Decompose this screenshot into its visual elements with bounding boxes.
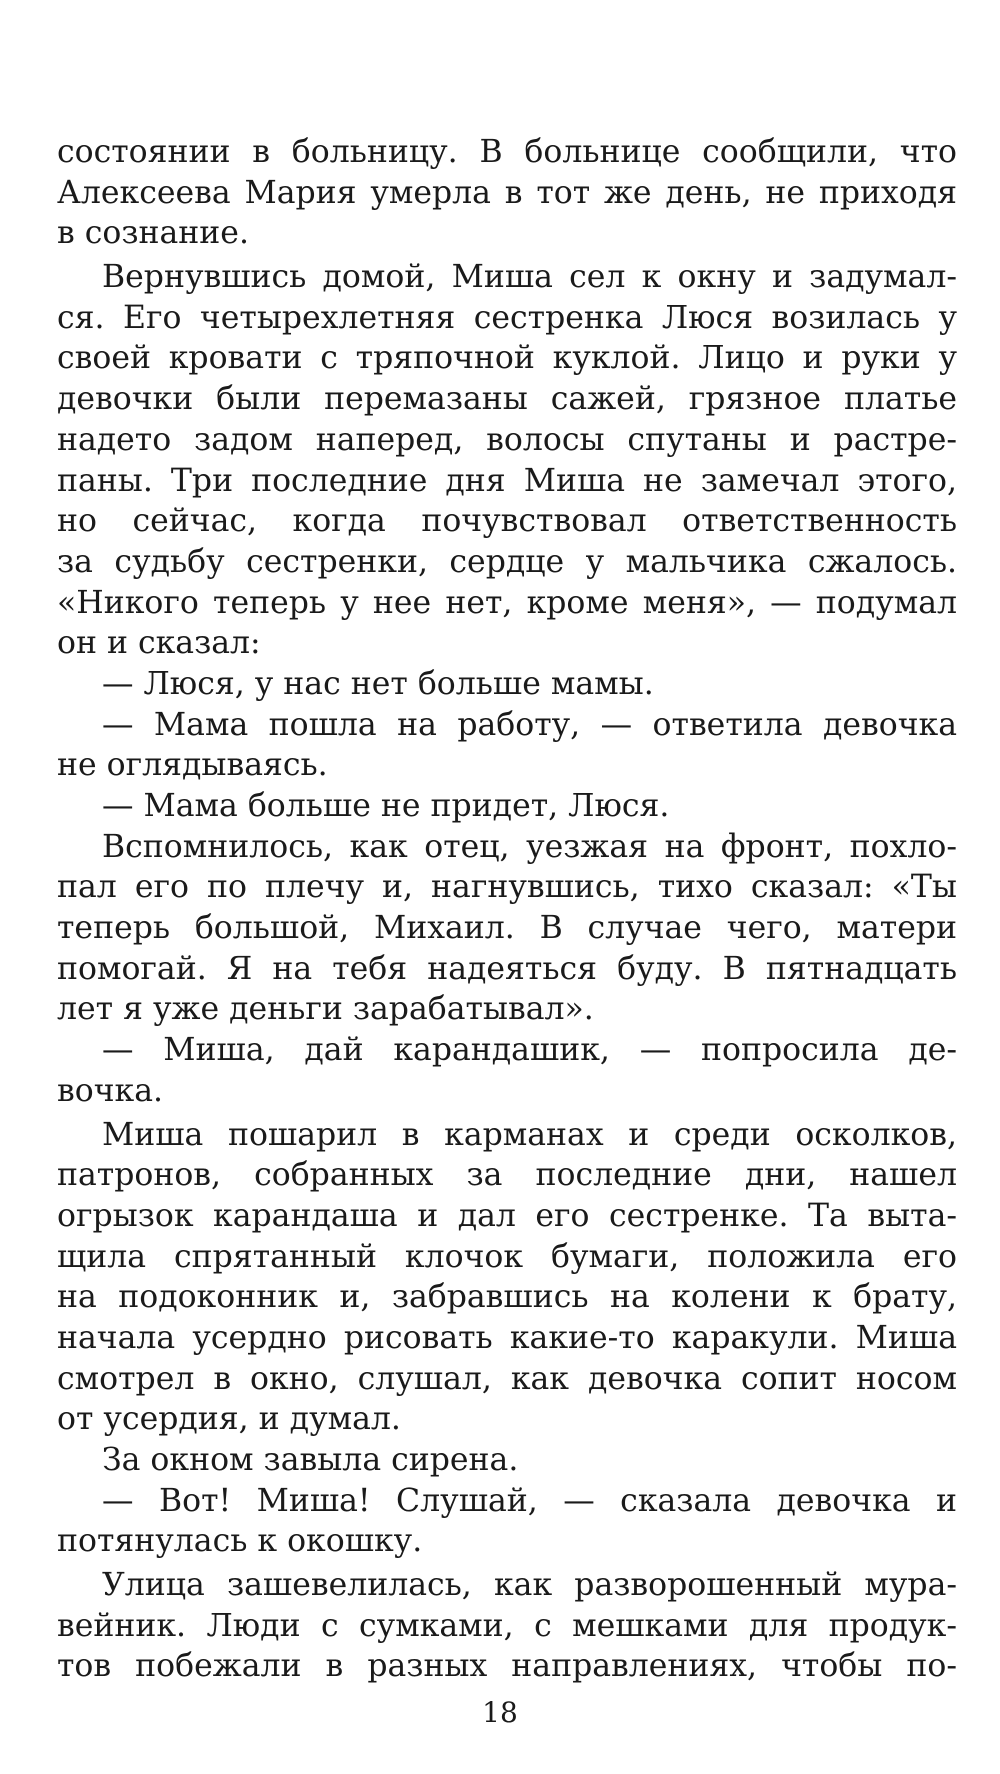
text-line: огрызок карандаша и дал его сестренке. Та выта- — [57, 1197, 957, 1234]
text-line: не оглядываясь. — [57, 747, 328, 784]
text-line: Вспомнилось, как отец, уезжая на фронт, похло- — [102, 828, 957, 865]
text-line: помогай. Я на тебя надеяться буду. В пятнадцать — [57, 950, 957, 987]
text-line: вейник. Люди с сумками, с мешками для продук- — [57, 1607, 957, 1644]
text-line: Алексеева Мария умерла в тот же день, не приходя — [57, 174, 957, 211]
text-line: начала усердно рисовать какие-то каракули. Миша — [57, 1319, 957, 1356]
text-line: — Мама больше не придет, Люся. — [102, 788, 670, 824]
text-line: потянулась к окошку. — [57, 1523, 423, 1560]
text-line: теперь большой, Михаил. В случае чего, матери — [57, 910, 957, 947]
body-text — [57, 132, 957, 1687]
text-line: состоянии в больницу. В больнице сообщили, что — [57, 134, 957, 170]
text-line: смотрел в окно, слушал, как девочка сопит носом — [57, 1360, 957, 1397]
text-line: Улица зашевелилась, как разворошенный мура- — [102, 1567, 957, 1604]
text-line: Миша пошарил в карманах и среди осколков, — [102, 1116, 957, 1153]
text-line: паны. Три последние дня Миша не замечал этого, — [57, 462, 957, 499]
text-line: — Вот! Миша! Слушай, — сказала девочка и — [102, 1482, 957, 1519]
text-line: за судьбу сестренки, сердце у мальчика сжалось. — [57, 543, 957, 580]
text-line: «Никого теперь у нее нет, кроме меня», — подумал — [57, 584, 957, 621]
text-line: надето задом наперед, волосы спутаны и растре- — [57, 421, 957, 458]
text-line: ся. Его четырехлетняя сестренка Люся возилась у — [57, 299, 957, 336]
text-line: — Мама пошла на работу, — ответила девочка — [102, 706, 957, 743]
text-line: на подоконник и, забравшись на колени к брату, — [57, 1279, 957, 1316]
text-line: но сейчас, когда почувствовал ответственность — [57, 503, 957, 540]
text-line: девочки были перемазаны сажей, грязное платье — [57, 381, 957, 418]
text-line: лет я уже деньги зарабатывал». — [57, 991, 594, 1028]
text-line: — Люся, у нас нет больше мамы. — [102, 665, 654, 702]
text-line: вочка. — [57, 1072, 164, 1109]
page-number: 18 — [482, 1696, 518, 1729]
text-line: тов побежали в разных направлениях, чтобы по- — [57, 1648, 957, 1685]
text-line: патронов, собранных за последние дни, нашел — [57, 1157, 957, 1194]
text-line: За окном завыла сирена. — [102, 1442, 519, 1478]
text-line: он и сказал: — [57, 625, 261, 662]
text-line: своей кровати с тряпочной куклой. Лицо и руки у — [57, 340, 957, 377]
text-line: — Миша, дай карандашик, — попросила де- — [102, 1032, 957, 1069]
text-line: пал его по плечу и, нагнувшись, тихо сказал: «Ты — [57, 869, 957, 906]
text-line: от усердия, и думал. — [57, 1401, 401, 1438]
text-line: щила спрятанный клочок бумаги, положила его — [57, 1238, 957, 1275]
text-line: в сознание. — [57, 215, 249, 252]
text-line: Вернувшись домой, Миша сел к окну и задумал- — [102, 259, 957, 296]
